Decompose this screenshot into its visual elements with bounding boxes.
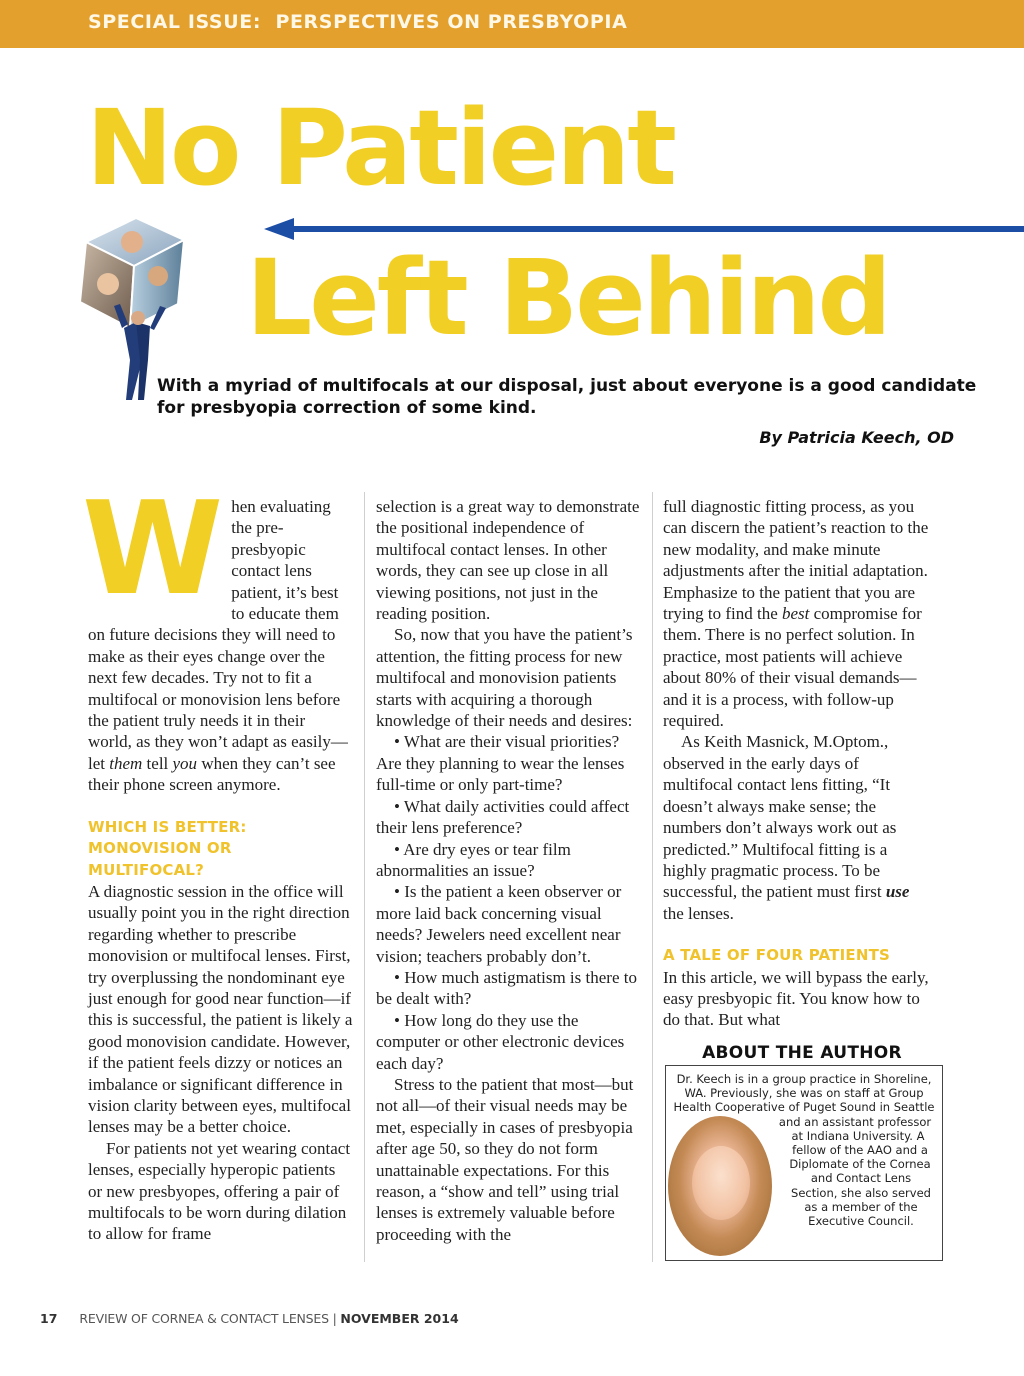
article-column-3	[663, 496, 933, 1031]
author-bio	[673, 1072, 935, 1240]
bullet-item: • What are their visual priorities? Are they planning to wear the lenses full-time or only part-time?	[376, 732, 625, 795]
article-deck: With a myriad of multifocals at our disposal, just about everyone is a good candidate for presbyopia correction of some kind.	[157, 376, 977, 418]
about-author-box	[665, 1065, 943, 1261]
body-paragraph	[663, 731, 933, 924]
subhead-which-is-better: WHICH IS BETTER: MONOVISION OR MULTIFOCAL?	[88, 817, 247, 879]
body-paragraph: selection is a great way to demonstrate the positional independence of multifocal contact lenses. In other words, they can see up close in all viewing positions, not just in the reading position.	[376, 497, 640, 624]
arrow-line	[290, 226, 1024, 232]
bullet-item: • How much astigmatism is there to be dealt with?	[376, 967, 637, 1009]
about-author-heading: ABOUT THE AUTHOR	[702, 1043, 902, 1063]
body-text: compromise for them. There is no perfect solution. In practice, most patients will achieve about 80% of their visual demands—and it is a process, with follow-up required.	[663, 604, 922, 731]
intro-emphasis: them	[109, 753, 143, 773]
bullet-item: • Is the patient a keen observer or more laid back concerning visual needs? Jewelers need excellent near vision; teachers probably don’t.	[376, 882, 622, 966]
wrap-spacer	[673, 1142, 781, 1156]
wrap-spacer	[673, 1116, 765, 1128]
body-paragraph: Stress to the patient that most—but not all—of their visual needs may be met, especially in cases of presbyopia after age 50, so they do not form unattainable expectations. For this reason, a “show and tell” using trial lenses is extremely valuable before proceeding with the	[376, 1074, 634, 1244]
body-emphasis: best	[781, 604, 810, 624]
column-divider	[652, 492, 653, 1262]
intro-text: tell	[142, 753, 173, 773]
body-paragraph: In this article, we will bypass the early, easy presbyopic fit. You know how to do that. But what	[663, 967, 929, 1030]
intro-text: hen evaluating the pre-presbyopic contact lens patient, it’s best to educate them on future decisions they will need to make as their eyes change over the next few decades. Try not to fit a multifocal or monovision lens before the patient truly needs it in their world, as they won’t adapt as easily—let	[88, 497, 348, 773]
author-bio-text: Dr. Keech is in a group practice in Shoreline, WA. Previously, she was on staff at Group Health Cooperative of Puget Sound in Seattle and an assistant professor at Indiana University. A fellow of the AAO and a Diplomate of the Cornea and Contact Lens Section, she also served as a member of the Executive Council.	[673, 1072, 935, 1229]
intro-emphasis: you	[172, 753, 198, 773]
page-number: 17	[40, 1311, 58, 1326]
subhead-tale-of-four-patients: A TALE OF FOUR PATIENTS	[663, 946, 891, 965]
drop-cap: W	[82, 475, 224, 624]
issue-date: NOVEMBER 2014	[340, 1311, 459, 1326]
headline-line-2: Left Behind	[246, 237, 889, 359]
column-divider	[364, 492, 365, 1262]
headline-line-1: No Patient	[86, 87, 674, 209]
publication-name: REVIEW OF CORNEA & CONTACT LENSES |	[79, 1311, 341, 1326]
bullet-item: • What daily activities could affect their lens preference?	[376, 796, 630, 838]
bullet-item: • How long do they use the computer or other electronic devices each day?	[376, 1010, 625, 1073]
wrap-spacer	[673, 1128, 775, 1142]
body-paragraph: A diagnostic session in the office will usually point you in the right direction regarding whether to prescribe monovision or multifocal lenses. First, try overplussing the nondominant eye just enough for good near function—if this is successful, the patient is likely a good monovision candidate. However, if the patient feels dizzy or notices an imbalance or significant difference in vision clarity between eyes, multifocal lenses may be a better choice.	[88, 881, 353, 1137]
body-text: full diagnostic fitting process, as you can discern the patient’s reaction to the new modality, and make minute adjustments after the initial adaptation. Emphasize to the patient that you are trying to find the	[663, 497, 929, 624]
body-paragraph: So, now that you have the patient’s attention, the fitting process for new multifocal and monovision patients starts with acquiring a thorough knowledge of their needs and desires:	[376, 625, 633, 731]
wrap-spacer	[673, 1156, 785, 1184]
wrap-spacer	[673, 1184, 787, 1240]
page-footer	[40, 1311, 459, 1326]
section-banner-text: SPECIAL ISSUE: PERSPECTIVES ON PRESBYOPIA	[88, 11, 628, 33]
body-text: As Keith Masnick, M.Optom., observed in the early days of multifocal contact lens fitting, “It doesn’t always make sense; the numbers don’t always work out as predicted.” Multifocal fitting is a highly pragmatic process. To be successful, the patient must first	[663, 732, 897, 902]
intro-text: when they can’t see their phone screen anymore.	[88, 753, 336, 795]
body-emphasis: use	[885, 882, 910, 902]
section-banner	[0, 0, 1024, 48]
body-paragraph: For patients not yet wearing contact lenses, especially hyperopic patients or new presbyopes, offering a pair of multifocals to be worn during dilation to allow for frame	[88, 1138, 351, 1244]
byline: By Patricia Keech, OD	[759, 428, 954, 447]
body-text: the lenses.	[663, 903, 734, 923]
bullet-item: • Are dry eyes or tear film abnormalities an issue?	[376, 839, 571, 880]
article-column-1	[82, 475, 353, 1245]
body-paragraph	[663, 496, 933, 731]
article-column-2	[376, 496, 642, 1245]
